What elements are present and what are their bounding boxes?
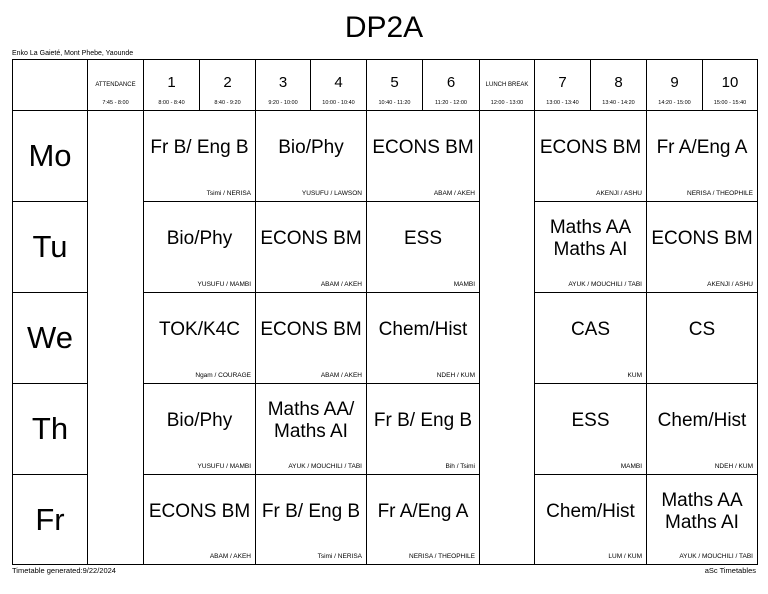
lesson-subject: CS xyxy=(688,319,716,340)
lesson-teachers: MAMBI xyxy=(453,281,475,288)
timetable-grid xyxy=(12,59,757,564)
lesson-cell[interactable] xyxy=(534,292,647,384)
lesson-cell[interactable] xyxy=(534,474,647,565)
lesson-teachers: YUSUFU / MAMBI xyxy=(197,463,251,470)
lesson-subject: ESS xyxy=(571,410,610,431)
day-label: Tu xyxy=(12,201,88,293)
lesson-teachers: NDEH / KUM xyxy=(714,463,753,470)
lesson-teachers: AYUK / MOUCHILI / TABI xyxy=(288,463,362,470)
period-number: 9 xyxy=(670,74,679,91)
lesson-subject: ECONS BM xyxy=(651,228,753,249)
period-time: 10:40 - 11:20 xyxy=(378,100,411,106)
period-time: 10:00 - 10:40 xyxy=(322,100,355,106)
lesson-subject: Maths AA/ Maths AI xyxy=(267,399,355,442)
lesson-subject: Fr B/ Eng B xyxy=(261,500,361,522)
lesson-teachers: MAMBI xyxy=(620,463,642,470)
period-time: 12:00 - 13:00 xyxy=(490,100,524,106)
lesson-subject: Bio/Phy xyxy=(166,228,233,249)
period-number: 1 xyxy=(167,74,176,91)
header-cell xyxy=(199,59,256,111)
header-label: ATTENDANCE xyxy=(95,82,136,88)
lesson-teachers: ABAM / AKEH xyxy=(433,190,475,197)
lesson-subject: Chem/Hist xyxy=(657,410,747,431)
page-title: DP2A xyxy=(344,11,424,44)
lesson-cell[interactable] xyxy=(366,110,480,202)
lesson-cell[interactable] xyxy=(534,201,647,293)
header-cell xyxy=(87,59,144,111)
header-cell xyxy=(702,59,758,111)
header-cell xyxy=(479,59,535,111)
lesson-subject: ECONS BM xyxy=(372,137,474,158)
day-label: Mo xyxy=(12,110,88,202)
lunch-break-column xyxy=(479,110,535,565)
lesson-cell[interactable] xyxy=(366,201,480,293)
lesson-teachers: ABAM / AKEH xyxy=(209,553,251,560)
lesson-cell[interactable] xyxy=(143,292,256,384)
period-number: 7 xyxy=(558,74,567,91)
lesson-cell[interactable] xyxy=(143,474,256,565)
lesson-subject: Fr A/Eng A xyxy=(656,137,748,158)
header-cell xyxy=(534,59,591,111)
lesson-teachers: KUM xyxy=(627,372,642,379)
lesson-teachers: NDEH / KUM xyxy=(436,372,475,379)
period-time: 7:45 - 8:00 xyxy=(102,100,129,106)
lesson-cell[interactable] xyxy=(366,474,480,565)
lesson-teachers: Bih / Tsimi xyxy=(445,463,475,470)
lesson-subject: TOK/K4C xyxy=(159,319,240,340)
day-label: We xyxy=(12,292,88,384)
lesson-cell[interactable] xyxy=(646,474,758,565)
lesson-cell[interactable] xyxy=(255,292,367,384)
period-number: 4 xyxy=(334,74,343,91)
lesson-teachers: YUSUFU / LAWSON xyxy=(301,190,362,197)
period-number: 5 xyxy=(390,74,399,91)
header-cell xyxy=(646,59,703,111)
period-number: 8 xyxy=(614,74,623,91)
header-cell xyxy=(310,59,367,111)
lesson-cell[interactable] xyxy=(143,110,256,202)
lesson-subject: ECONS BM xyxy=(260,228,362,249)
attendance-column xyxy=(87,110,144,565)
header-cell xyxy=(422,59,480,111)
lesson-teachers: AKENJI / ASHU xyxy=(707,281,753,288)
lesson-teachers: ABAM / AKEH xyxy=(320,281,362,288)
period-number: 3 xyxy=(278,74,288,91)
lesson-teachers: Tsimi / NERISA xyxy=(206,190,251,197)
lesson-subject: Chem/Hist xyxy=(378,319,468,340)
lesson-cell[interactable] xyxy=(143,383,256,475)
period-time: 13:00 - 13:40 xyxy=(546,100,579,106)
header-cell xyxy=(366,59,423,111)
lesson-subject: Chem/Hist xyxy=(546,500,635,522)
lesson-subject: Maths AA Maths AI xyxy=(661,489,743,533)
lesson-subject: ECONS BM xyxy=(260,319,362,340)
lesson-cell[interactable] xyxy=(534,383,647,475)
period-number: 6 xyxy=(446,74,456,91)
lesson-cell[interactable] xyxy=(255,474,367,565)
lesson-teachers: ABAM / AKEH xyxy=(320,372,362,379)
lesson-teachers: AKENJI / ASHU xyxy=(596,190,642,197)
period-time: 13:40 - 14:20 xyxy=(602,100,635,106)
lesson-teachers: YUSUFU / MAMBI xyxy=(197,281,251,288)
lesson-subject: Bio/Phy xyxy=(278,137,344,158)
header-cell xyxy=(143,59,200,111)
lesson-subject: ECONS BM xyxy=(539,137,642,158)
header-cell xyxy=(255,59,311,111)
lesson-teachers: Tsimi / NERISA xyxy=(317,553,362,560)
header-label: LUNCH BREAK xyxy=(485,82,529,88)
lesson-cell[interactable] xyxy=(646,110,758,202)
lesson-subject: Bio/Phy xyxy=(166,410,233,431)
lesson-teachers: NERISA / THEOPHILE xyxy=(687,190,753,197)
lesson-cell[interactable] xyxy=(255,383,367,475)
period-time: 9:20 - 10:00 xyxy=(268,100,298,106)
footer-brand: aSc Timetables xyxy=(704,566,756,575)
lesson-cell[interactable] xyxy=(143,201,256,293)
lesson-cell[interactable] xyxy=(646,383,758,475)
day-label: Fr xyxy=(12,474,88,565)
header-cell xyxy=(12,59,88,111)
lesson-teachers: Ngam / COURAGE xyxy=(195,372,251,379)
lesson-subject: Fr B/ Eng B xyxy=(373,410,473,431)
lesson-cell[interactable] xyxy=(255,201,367,293)
lesson-cell[interactable] xyxy=(366,383,480,475)
period-time: 15:00 - 15:40 xyxy=(713,100,747,106)
period-time: 11:20 - 12:00 xyxy=(434,100,467,106)
lesson-subject: Fr B/ Eng B xyxy=(150,137,249,158)
period-number: 10 xyxy=(721,74,739,91)
period-number: 2 xyxy=(223,74,232,91)
generated-date: Timetable generated:9/22/2024 xyxy=(12,566,116,575)
lesson-cell[interactable] xyxy=(255,110,367,202)
lesson-cell[interactable] xyxy=(366,292,480,384)
lesson-cell[interactable] xyxy=(534,110,647,202)
period-time: 8:40 - 9:20 xyxy=(214,100,241,106)
lesson-subject: ECONS BM xyxy=(148,500,251,522)
lesson-cell[interactable] xyxy=(646,292,758,384)
period-time: 8:00 - 8:40 xyxy=(158,100,185,106)
lesson-teachers: AYUK / MOUCHILI / TABI xyxy=(679,553,753,560)
lesson-subject: Maths AA Maths AI xyxy=(549,217,632,260)
day-label: Th xyxy=(12,383,88,475)
lesson-teachers: LUM / KUM xyxy=(608,553,642,560)
header-cell xyxy=(590,59,647,111)
lesson-cell[interactable] xyxy=(646,201,758,293)
lesson-subject: Fr A/Eng A xyxy=(377,500,469,522)
period-time: 14:20 - 15:00 xyxy=(658,100,691,106)
lesson-subject: ESS xyxy=(403,228,443,249)
school-name: Enko La Gaieté, Mont Phebe, Yaounde xyxy=(12,50,134,57)
lesson-subject: CAS xyxy=(570,319,611,340)
lesson-teachers: AYUK / MOUCHILI / TABI xyxy=(568,281,642,288)
lesson-teachers: NERISA / THEOPHILE xyxy=(409,553,475,560)
